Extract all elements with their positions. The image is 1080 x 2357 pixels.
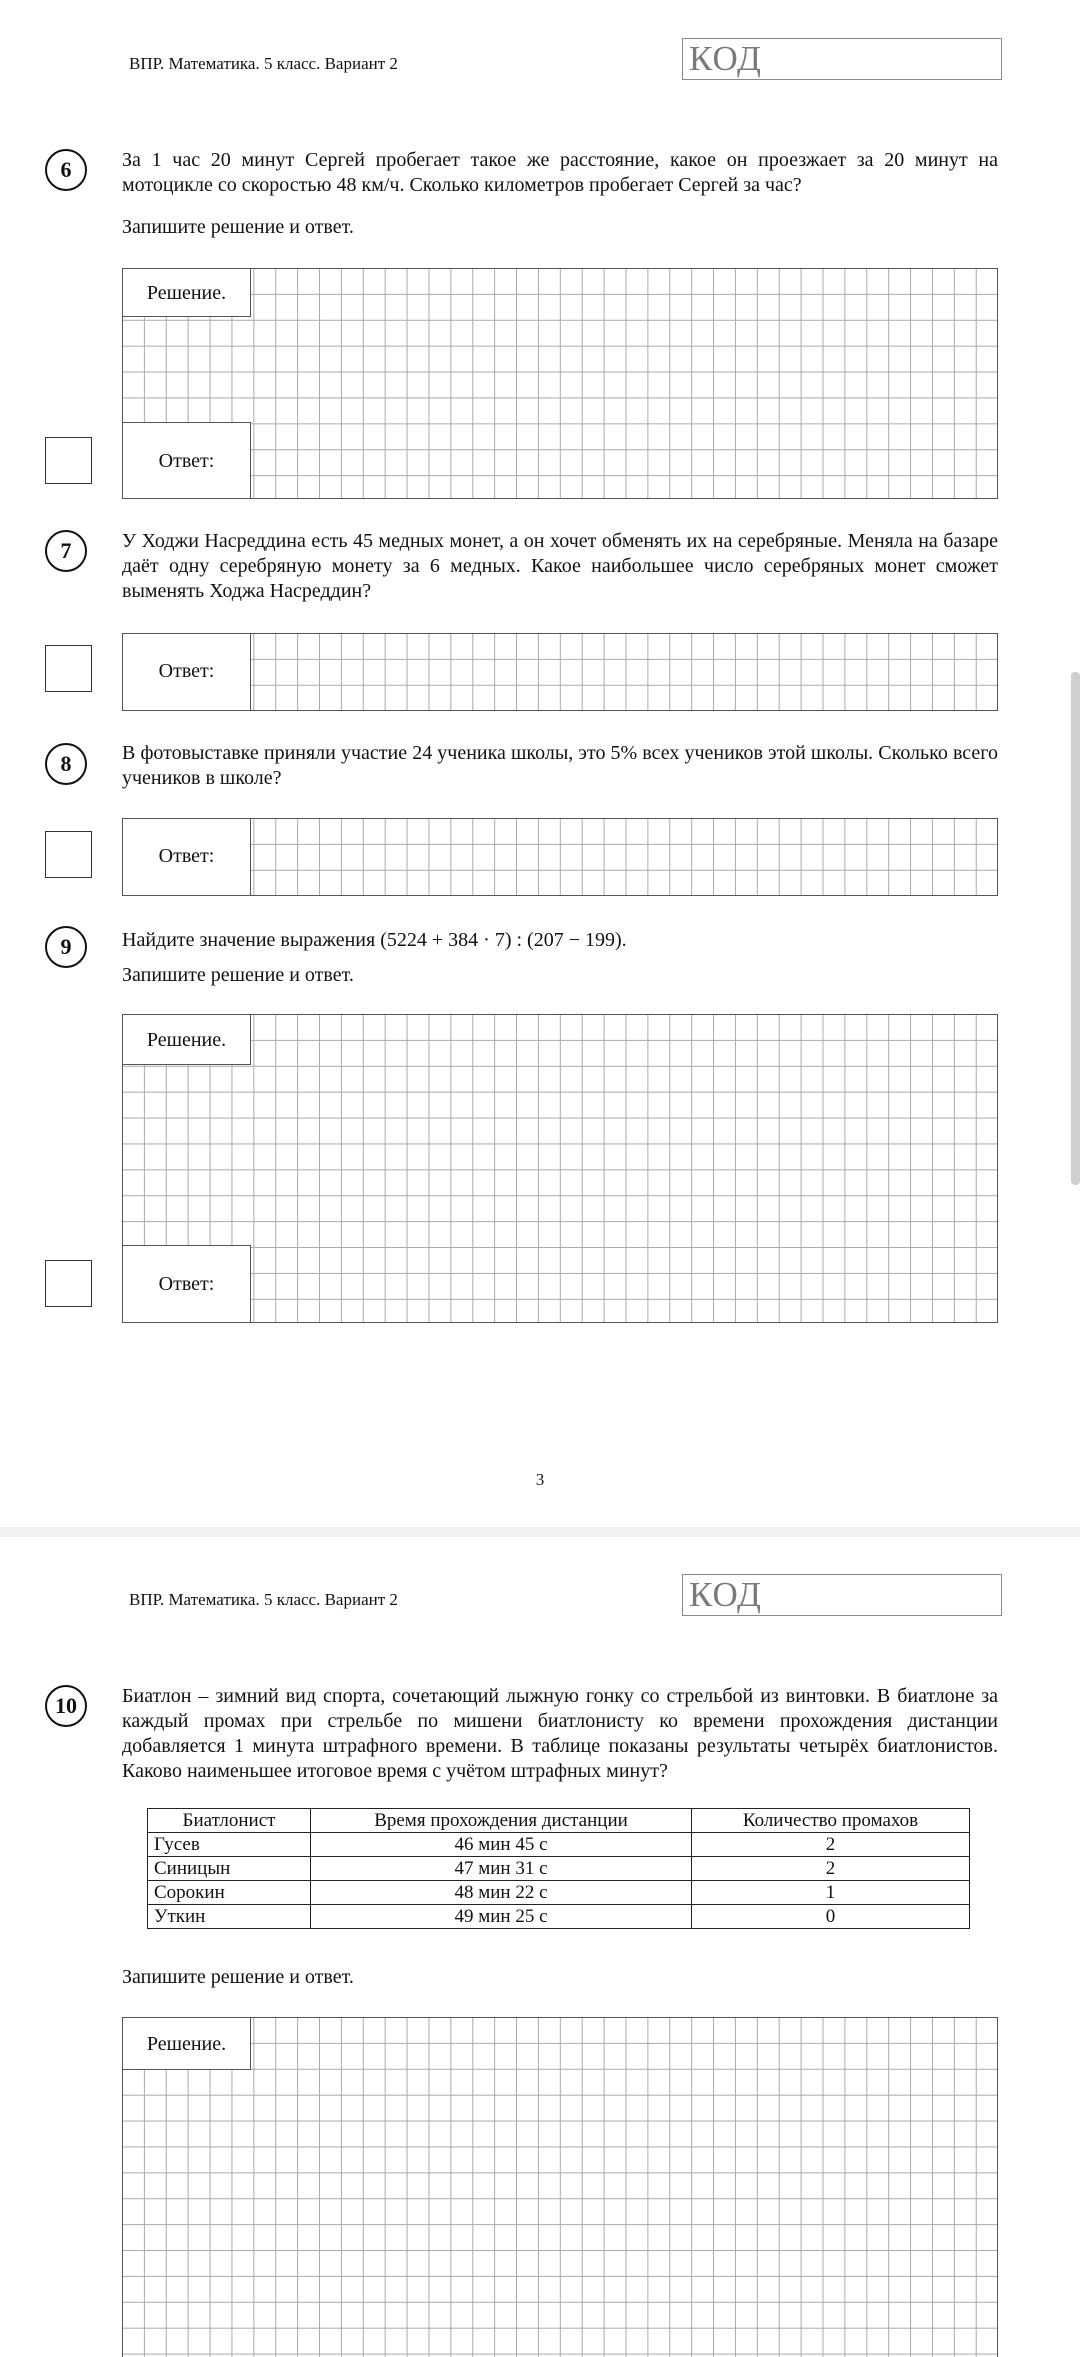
problem-9-text: Найдите значение выражения (5224 + 384 · 7) : (207 − 199). — [122, 929, 627, 951]
problem-number-10: 10 — [45, 1685, 87, 1727]
table-row — [148, 1857, 970, 1881]
problem-10-instruction: Запишите решение и ответ. — [122, 1966, 354, 1988]
biathlon-results-table — [147, 1808, 970, 1929]
athlete-cell: Уткин — [148, 1905, 311, 1929]
problem-number-9: 9 — [45, 926, 87, 968]
page-number: 3 — [535, 1470, 545, 1489]
table-row — [148, 1833, 970, 1857]
time-cell: 46 мин 45 с — [311, 1833, 692, 1857]
solution-label: Решение. — [123, 269, 251, 317]
table-row — [148, 1905, 970, 1929]
problem-8-text: В фотовыставке приняли участие 24 ученика школы, это 5% всех учеников этой школы. Сколько всего учеников в школе? — [122, 742, 998, 789]
misses-cell: 2 — [692, 1857, 970, 1881]
page-separator — [0, 1527, 1080, 1537]
problem-8-answer-grid[interactable] — [122, 818, 998, 896]
time-cell: 48 мин 22 с — [311, 1881, 692, 1905]
column-header: Биатлонист — [148, 1809, 311, 1833]
athlete-cell: Сорокин — [148, 1881, 311, 1905]
problem-number-8: 8 — [45, 743, 87, 785]
problem-9-solution-grid[interactable] — [122, 1014, 998, 1323]
solution-label: Решение. — [123, 1015, 251, 1065]
column-header: Количество промахов — [692, 1809, 970, 1833]
code-label: КОД — [689, 39, 762, 78]
score-box-9[interactable] — [45, 1260, 92, 1307]
page-header: ВПР. Математика. 5 класс. Вариант 2 — [129, 1590, 398, 1609]
time-cell: 47 мин 31 с — [311, 1857, 692, 1881]
problem-number-6: 6 — [45, 149, 87, 191]
answer-label: Ответ: — [123, 819, 251, 895]
problem-6-instruction: Запишите решение и ответ. — [122, 216, 354, 238]
answer-label: Ответ: — [123, 634, 251, 710]
problem-6-text: За 1 час 20 минут Сергей пробегает такое же расстояние, какое он проезжает за 20 минут на мотоцикле со скоростью 48 км/ч. Сколько километров пробегает Сергей за час? — [122, 149, 998, 196]
page-header: ВПР. Математика. 5 класс. Вариант 2 — [129, 54, 398, 73]
score-box-6[interactable] — [45, 437, 92, 484]
column-header: Время прохождения дистанции — [311, 1809, 692, 1833]
scrollbar[interactable] — [1071, 672, 1080, 1185]
problem-10-text: Биатлон – зимний вид спорта, сочетающий лыжную гонку со стрельбой из винтовки. В биатлоне за каждый промах при стрельбе по мишени биатлонисту ко времени прохождения дистанции добавляется 1 минута штрафного времени. В таблице показаны результаты четырёх биатлонистов. Каково наименьшее итоговое время с учётом штрафных минут? — [122, 1685, 998, 1782]
misses-cell: 2 — [692, 1833, 970, 1857]
solution-label: Решение. — [123, 2018, 251, 2070]
table-header-row — [148, 1809, 970, 1833]
code-box — [682, 38, 1002, 80]
problem-10-solution-grid[interactable] — [122, 2017, 998, 2357]
score-box-7[interactable] — [45, 645, 92, 692]
athlete-cell: Синицын — [148, 1857, 311, 1881]
problem-6-solution-grid[interactable] — [122, 268, 998, 499]
score-box-8[interactable] — [45, 831, 92, 878]
athlete-cell: Гусев — [148, 1833, 311, 1857]
misses-cell: 1 — [692, 1881, 970, 1905]
misses-cell: 0 — [692, 1905, 970, 1929]
answer-label: Ответ: — [123, 1245, 251, 1322]
problem-number-7: 7 — [45, 530, 87, 572]
table-row — [148, 1881, 970, 1905]
code-label: КОД — [689, 1575, 762, 1614]
answer-label: Ответ: — [123, 422, 251, 498]
time-cell: 49 мин 25 с — [311, 1905, 692, 1929]
problem-7-answer-grid[interactable] — [122, 633, 998, 711]
problem-7-text: У Ходжи Насреддина есть 45 медных монет, а он хочет обменять их на серебряные. Меняла на базаре даёт одну серебряную монету за 6 медных. Какое наибольшее число серебряных монет сможет выменять Ходжа Насреддин? — [122, 530, 998, 602]
code-box — [682, 1574, 1002, 1616]
problem-9-instruction: Запишите решение и ответ. — [122, 964, 354, 986]
